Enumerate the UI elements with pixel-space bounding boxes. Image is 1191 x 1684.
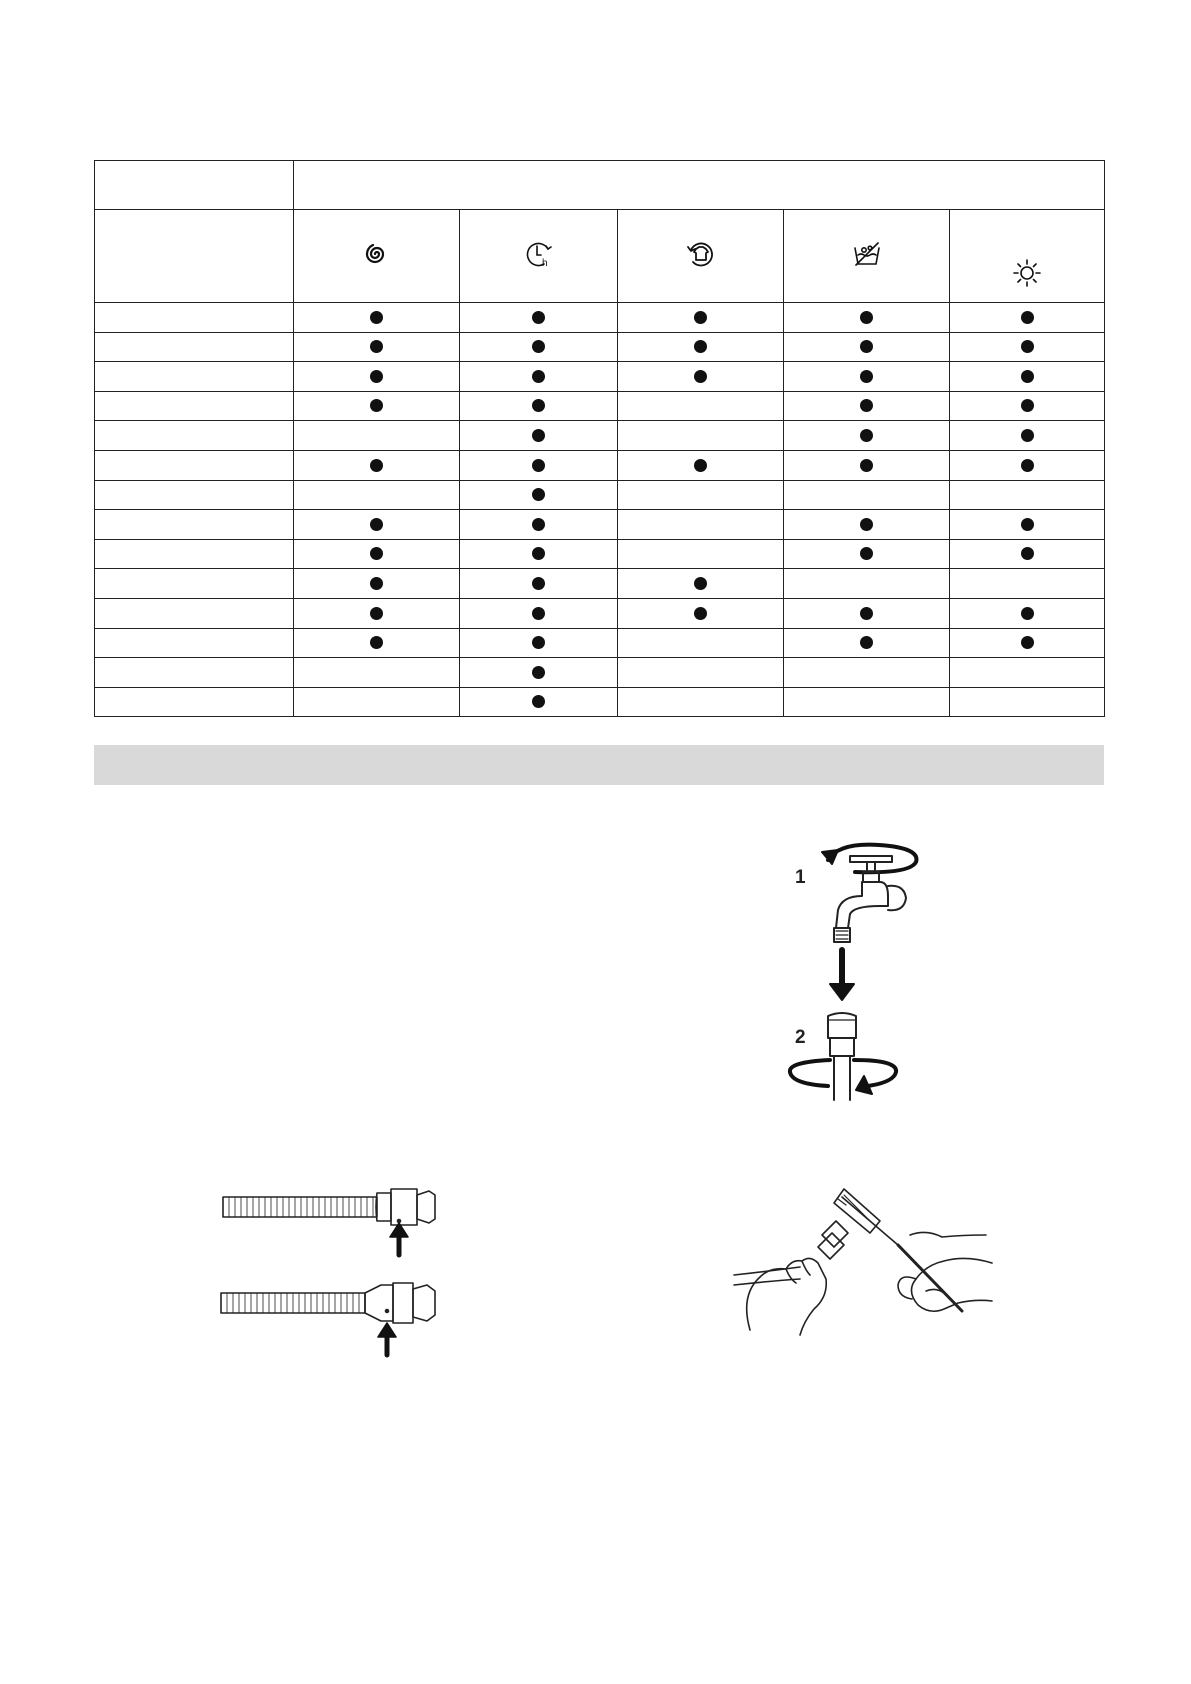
availability-dot-icon [532, 370, 545, 383]
table-row [95, 598, 1105, 628]
header-group-cell [294, 161, 1105, 210]
arrow-up-lower-icon [378, 1323, 396, 1355]
availability-dot-icon [532, 547, 545, 560]
availability-dot-icon [532, 666, 545, 679]
availability-dot-icon [860, 429, 873, 442]
table-cell [950, 598, 1105, 628]
table-cell [460, 628, 618, 658]
availability-dot-icon [532, 340, 545, 353]
availability-dot-icon [1021, 399, 1034, 412]
column-spin [294, 210, 460, 303]
availability-dot-icon [370, 547, 383, 560]
availability-dot-icon [532, 429, 545, 442]
column-delay-timer [460, 210, 618, 303]
table-cell [618, 480, 784, 510]
table-cell [950, 303, 1105, 333]
table-cell [950, 391, 1105, 421]
table-row [95, 480, 1105, 510]
header-label-cell [95, 161, 294, 210]
table-cell [950, 569, 1105, 599]
table-cell [618, 391, 784, 421]
availability-dot-icon [370, 340, 383, 353]
row-label [95, 480, 294, 510]
table-header-row [95, 161, 1105, 210]
table-cell [618, 628, 784, 658]
table-cell [950, 362, 1105, 392]
availability-dot-icon [1021, 370, 1034, 383]
table-cell [950, 628, 1105, 658]
row-label [95, 539, 294, 569]
row-label [95, 687, 294, 717]
table-cell [784, 480, 950, 510]
column-bright-light [950, 210, 1105, 303]
table-cell [618, 569, 784, 599]
delay-timer-icon [523, 238, 555, 270]
table-cell [294, 658, 460, 688]
table-row [95, 421, 1105, 451]
table-cell [784, 569, 950, 599]
table-cell [460, 687, 618, 717]
table-cell [784, 658, 950, 688]
table-cell [784, 628, 950, 658]
table-cell [294, 687, 460, 717]
table-row [95, 332, 1105, 362]
availability-dot-icon [370, 311, 383, 324]
table-cell [294, 421, 460, 451]
table-row [95, 450, 1105, 480]
availability-dot-icon [694, 459, 707, 472]
table-cell [784, 303, 950, 333]
row-label [95, 362, 294, 392]
table-cell [294, 628, 460, 658]
no-prewash-icon [851, 238, 883, 270]
table-cell [460, 598, 618, 628]
availability-dot-icon [1021, 607, 1034, 620]
table-row [95, 658, 1105, 688]
availability-dot-icon [694, 607, 707, 620]
row-label [95, 421, 294, 451]
table-cell [618, 658, 784, 688]
column-no-prewash [784, 210, 950, 303]
availability-dot-icon [694, 311, 707, 324]
turn-connector-arrow-icon [790, 1060, 896, 1094]
table-cell [784, 421, 950, 451]
icon-row-label-cell [95, 210, 294, 303]
table-cell [460, 539, 618, 569]
right-hand-icon [898, 1232, 992, 1311]
table-cell [294, 362, 460, 392]
availability-dot-icon [370, 518, 383, 531]
availability-dot-icon [1021, 547, 1034, 560]
hose-ends-illustration [215, 1185, 475, 1360]
table-cell [294, 569, 460, 599]
availability-dot-icon [1021, 518, 1034, 531]
availability-dot-icon [532, 311, 545, 324]
table-cell [294, 480, 460, 510]
table-cell [784, 687, 950, 717]
arrow-up-icon [390, 1223, 408, 1255]
table-cell [950, 539, 1105, 569]
table-cell [460, 569, 618, 599]
table-cell [950, 450, 1105, 480]
availability-dot-icon [532, 695, 545, 708]
table-cell [460, 421, 618, 451]
anti-crease-icon [685, 238, 717, 270]
svg-text:h: h [541, 257, 548, 269]
table-cell [460, 303, 618, 333]
availability-dot-icon [532, 399, 545, 412]
table-cell [784, 539, 950, 569]
hose-connector-icon [828, 1013, 856, 1100]
table-icon-row [95, 210, 1105, 303]
availability-dot-icon [370, 370, 383, 383]
availability-dot-icon [370, 399, 383, 412]
row-label [95, 450, 294, 480]
table-cell [784, 362, 950, 392]
availability-dot-icon [370, 577, 383, 590]
availability-dot-icon [860, 399, 873, 412]
table-cell [784, 450, 950, 480]
hose-upper-icon [223, 1189, 435, 1225]
cleaning-filter-illustration [730, 1175, 1000, 1340]
table-row [95, 362, 1105, 392]
bright-light-icon [1011, 257, 1043, 289]
row-label [95, 598, 294, 628]
table-cell [618, 598, 784, 628]
table-cell [784, 332, 950, 362]
table-cell [950, 332, 1105, 362]
row-label [95, 628, 294, 658]
step-1-label: 1 [795, 867, 806, 888]
table-cell [294, 450, 460, 480]
table-cell [618, 510, 784, 540]
tap-connection-illustration [780, 838, 950, 1108]
availability-dot-icon [370, 459, 383, 472]
row-label [95, 510, 294, 540]
availability-dot-icon [1021, 459, 1034, 472]
table-cell [618, 332, 784, 362]
table-cell [784, 510, 950, 540]
availability-dot-icon [532, 607, 545, 620]
availability-dot-icon [532, 459, 545, 472]
availability-dot-icon [1021, 636, 1034, 649]
table-cell [784, 598, 950, 628]
row-label [95, 391, 294, 421]
step-2-label: 2 [795, 1027, 806, 1048]
table-cell [950, 687, 1105, 717]
tap-handle-icon [850, 856, 892, 882]
table-cell [618, 362, 784, 392]
availability-dot-icon [860, 370, 873, 383]
tap-body-icon [834, 882, 906, 942]
availability-dot-icon [694, 577, 707, 590]
availability-dot-icon [532, 577, 545, 590]
table-cell [294, 303, 460, 333]
availability-dot-icon [532, 518, 545, 531]
row-label [95, 569, 294, 599]
table-cell [294, 332, 460, 362]
table-cell [460, 450, 618, 480]
table-cell [460, 332, 618, 362]
table-cell [294, 510, 460, 540]
left-hand-icon [747, 1258, 827, 1335]
table-cell [950, 510, 1105, 540]
down-arrow-icon [830, 950, 854, 1000]
table-cell [460, 510, 618, 540]
table-row [95, 391, 1105, 421]
table-row [95, 628, 1105, 658]
table-cell [460, 480, 618, 510]
table-cell [294, 391, 460, 421]
row-label [95, 332, 294, 362]
availability-dot-icon [860, 547, 873, 560]
availability-dot-icon [1021, 429, 1034, 442]
availability-dot-icon [860, 311, 873, 324]
availability-dot-icon [1021, 340, 1034, 353]
table-row [95, 687, 1105, 717]
table-cell [618, 450, 784, 480]
hose-lower-icon [221, 1283, 435, 1323]
filter-part-icon [818, 1221, 848, 1259]
availability-dot-icon [532, 636, 545, 649]
availability-dot-icon [860, 518, 873, 531]
table-cell [950, 658, 1105, 688]
section-header-band [94, 745, 1104, 785]
availability-dot-icon [694, 370, 707, 383]
availability-dot-icon [860, 636, 873, 649]
availability-dot-icon [860, 459, 873, 472]
table-row [95, 569, 1105, 599]
column-anti-crease [618, 210, 784, 303]
availability-dot-icon [370, 607, 383, 620]
turn-handle-arrow-icon [822, 845, 916, 873]
availability-dot-icon [370, 636, 383, 649]
table-row [95, 510, 1105, 540]
table-cell [950, 480, 1105, 510]
table-cell [460, 391, 618, 421]
table-cell [460, 362, 618, 392]
row-label [95, 303, 294, 333]
availability-dot-icon [860, 340, 873, 353]
availability-dot-icon [532, 488, 545, 501]
table-cell [618, 303, 784, 333]
table-row [95, 303, 1105, 333]
availability-dot-icon [1021, 311, 1034, 324]
option-compatibility-table [94, 160, 1105, 717]
table-cell [784, 391, 950, 421]
table-cell [460, 658, 618, 688]
table-cell [618, 421, 784, 451]
table-row [95, 539, 1105, 569]
row-label [95, 658, 294, 688]
table-cell [618, 687, 784, 717]
availability-dot-icon [694, 340, 707, 353]
availability-dot-icon [860, 607, 873, 620]
table-cell [294, 539, 460, 569]
table-cell [950, 421, 1105, 451]
table-cell [294, 598, 460, 628]
table-cell [618, 539, 784, 569]
spin-icon [361, 238, 393, 270]
